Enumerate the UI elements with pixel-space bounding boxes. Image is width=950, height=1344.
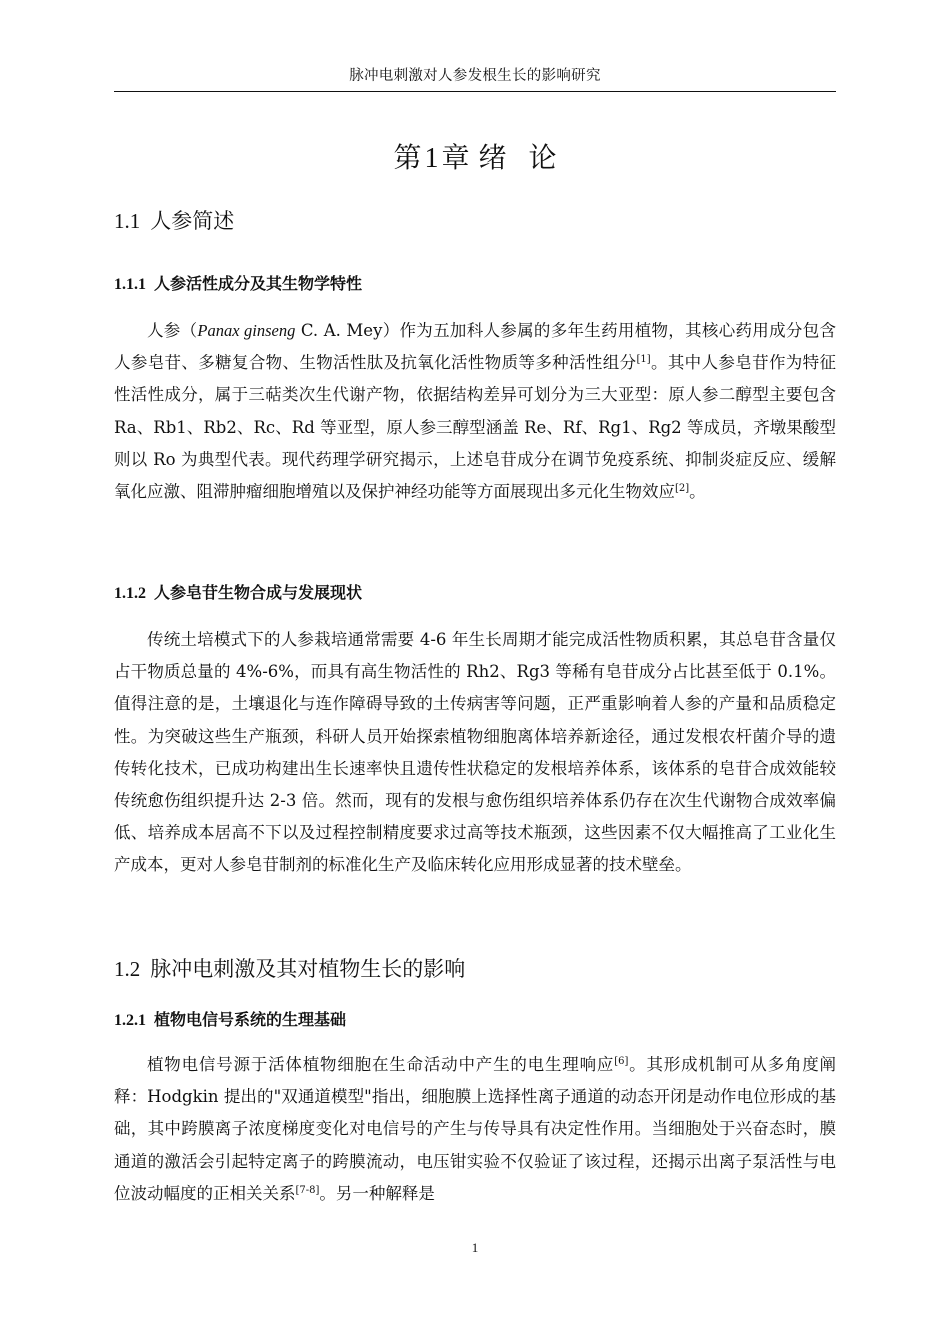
- citation-1: [1]: [636, 354, 651, 366]
- chapter-title-main: 章 绪: [441, 141, 507, 174]
- section-title: 人参简述: [150, 209, 235, 233]
- running-header: 脉冲电刺激对人参发根生长的影响研究: [349, 68, 601, 84]
- chapter-title: [114, 138, 836, 179]
- subsection-title: 人参活性成分及其生物学特性: [154, 274, 363, 293]
- subsection-title: 植物电信号系统的生理基础: [154, 1010, 347, 1029]
- species-name: Panax ginseng: [197, 321, 296, 340]
- text-run: 。其形成机制可从多角度阐释：Hodgkin 提出的"双通道模型"指出，细胞膜上选择性离子通道的动态开闭是动作电位形成的基础，其中跨膜离子浓度梯度变化对电信号的产生与传导具有决定性作用。当细胞处于兴奋态时，膜通道的激活会引起特定离子的跨膜流动，电压钳实验不仅验证了该过程，还揭示出离子泵活性与电位波动幅度的正相关关系: [114, 1055, 837, 1203]
- paragraph-saponin-status: 传统土培模式下的人参栽培通常需要 4-6 年生长周期才能完成活性物质积累，其总皂苷含量仅占干物质总量的 4%-6%，而具有高生物活性的 Rh2、Rg3 等稀有皂苷成分占比甚至低于 0.1%。值得注意的是，土壤退化与连作障碍导致的土传病害等问题，正严重影响着人参的产量和品质稳定性。为突破这些生产瓶颈，科研人员开始探索植物细胞离体培养新途径，通过发根农杆菌介导的遗传转化技术，已成功构建出生长速率快且遗传性状稳定的发根培养体系，该体系的皂苷合成效能较传统愈伤组织提升达 2-3 倍。然而，现有的发根与愈伤组织培养体系仍存在次生代谢物合成效率偏低、培养成本居高不下以及过程控制精度要求过高等技术瓶颈，这些因素不仅大幅推高了工业化生产成本，更对人参皂苷制剂的标准化生产及临床转化应用形成显著的技术壁垒。: [114, 630, 836, 875]
- header-rule: [114, 91, 836, 92]
- text-run: C. A. Mey）作为五加科人参属的多年生药用植物，其核心药用成分包含人参皂苷、多糖复合物、生物活性肽及抗氧化活性物质等多种活性组分: [114, 321, 837, 373]
- section-number: 1.1: [114, 209, 141, 233]
- paragraph-ginseng-components: [114, 315, 836, 508]
- subsection-number: 1.2.1: [114, 1012, 146, 1029]
- subsection-number: 1.1.1: [114, 276, 146, 293]
- subsection-heading-1-1-2: [114, 581, 362, 606]
- chapter-title-end: 论: [528, 141, 557, 174]
- subsection-heading-1-2-1: [114, 1008, 346, 1033]
- text-run: 人参（: [147, 321, 198, 340]
- page-number: 1: [471, 1240, 479, 1255]
- section-number: 1.2: [114, 957, 141, 981]
- citation-7-8: [7-8]: [295, 1184, 320, 1196]
- paragraph-plant-electrical-signal: [114, 1049, 836, 1210]
- section-heading-1-1: [114, 206, 234, 236]
- section-heading-1-2: [114, 954, 465, 984]
- subsection-title: 人参皂苷生物合成与发展现状: [154, 583, 363, 602]
- citation-6: [6]: [614, 1056, 629, 1067]
- chapter-prefix: 第: [393, 141, 422, 174]
- text-run: 。另一种解释是: [319, 1183, 435, 1203]
- section-title: 脉冲电刺激及其对植物生长的影响: [150, 957, 466, 981]
- subsection-number: 1.1.2: [114, 585, 146, 602]
- text-run: 。其中人参皂苷作为特征性活性成分，属于三萜类次生代谢产物，依据结构差异可划分为三大亚型：原人参二醇型主要包含 Ra、Rb1、Rb2、Rc、Rd 等亚型，原人参三醇型涵盖 Re、Rf、Rg1、Rg2 等成员，齐墩果酸型则以 Ro 为典型代表。现代药理学研究揭示，上述皂苷成分在调节免疫系统、抑制炎症反应、缓解氧化应激、阻滞肿瘤细胞增殖以及保护神经功能等方面展现出多元化生物效应: [114, 353, 837, 502]
- text-run: 。: [689, 482, 706, 502]
- text-run: 植物电信号源于活体植物细胞在生命活动中产生的电生理响应: [147, 1055, 615, 1074]
- chapter-number: 1: [424, 143, 439, 174]
- subsection-heading-1-1-1: [114, 272, 362, 297]
- citation-2: [2]: [675, 483, 690, 495]
